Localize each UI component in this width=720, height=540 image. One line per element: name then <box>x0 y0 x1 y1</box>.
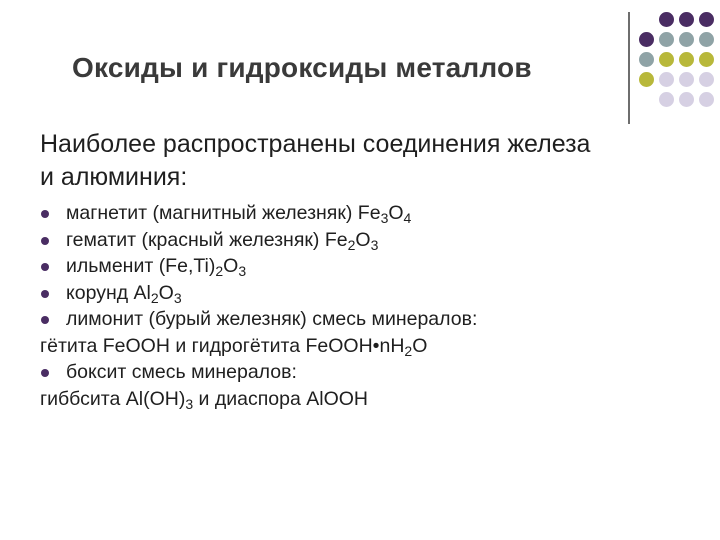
bullet-item <box>40 306 690 333</box>
item-text: O <box>158 281 174 304</box>
item-text: O <box>355 228 371 251</box>
decorative-dot <box>639 72 654 87</box>
item-text: O <box>388 202 404 224</box>
item-text: магнетит (магнитный железняк) Fe <box>66 202 381 224</box>
decorative-dot <box>699 32 714 47</box>
item-text: боксит смесь минералов: <box>66 361 297 383</box>
item-text: гётита FeOOH и гидрогётита FeOOH•nH <box>40 334 405 357</box>
bullet-item <box>40 359 690 386</box>
decorative-dot <box>699 52 714 67</box>
bullet-icon <box>41 369 49 377</box>
item-text: O <box>412 334 428 357</box>
decorative-dot <box>699 12 714 27</box>
slide-title: Оксиды и гидроксиды металлов <box>72 52 532 83</box>
bullet-item <box>40 253 690 280</box>
decorative-dot <box>639 32 654 47</box>
bullet-icon <box>41 263 49 271</box>
bullet-icon <box>41 237 49 245</box>
decorative-dot <box>659 52 674 67</box>
item-text: гематит (красный железняк) Fe <box>66 228 348 251</box>
continuation-line <box>40 333 690 360</box>
intro-line: и алюминия: <box>40 163 188 191</box>
subscript: 3 <box>370 236 379 253</box>
item-text: гиббсита Al(OH) <box>40 387 186 410</box>
item-text: лимонит (бурый железняк) смесь минералов: <box>66 308 478 330</box>
bullet-icon <box>41 290 49 298</box>
decorative-dot <box>679 92 694 107</box>
decorative-dot <box>679 72 694 87</box>
intro-text <box>40 128 680 194</box>
decorative-dot <box>659 92 674 107</box>
decorative-dot <box>679 32 694 47</box>
bullet-icon <box>41 210 49 218</box>
subscript: 2 <box>150 289 159 306</box>
decorative-dot <box>659 12 674 27</box>
bullet-item <box>40 227 690 254</box>
subscript: 3 <box>185 395 194 412</box>
item-text: корунд Al <box>66 281 151 304</box>
subscript: 3 <box>238 263 247 279</box>
decorative-dot <box>699 72 714 87</box>
decorative-dot-grid <box>639 10 719 120</box>
subscript: 3 <box>380 210 389 226</box>
subscript: 2 <box>347 236 356 253</box>
decorative-dot <box>679 12 694 27</box>
intro-line: Наиболее распространены соединения железа <box>40 130 591 158</box>
decorative-dot <box>639 52 654 67</box>
item-text: и диаспора AlOOH <box>193 387 368 410</box>
subscript: 2 <box>215 263 224 279</box>
bullet-item <box>40 280 690 307</box>
decorative-dot <box>699 92 714 107</box>
bullet-item <box>40 200 690 227</box>
decorative-dot <box>659 32 674 47</box>
divider-line <box>628 12 630 124</box>
continuation-line <box>40 386 690 413</box>
bullet-icon <box>41 316 49 324</box>
subscript: 4 <box>403 210 412 226</box>
decorative-dot <box>679 52 694 67</box>
decorative-dot <box>659 72 674 87</box>
item-text: ильменит (Fe,Ti) <box>66 255 216 277</box>
subscript: 3 <box>173 289 182 306</box>
item-text: O <box>223 255 239 277</box>
subscript: 2 <box>404 342 413 359</box>
mineral-list <box>40 200 690 412</box>
